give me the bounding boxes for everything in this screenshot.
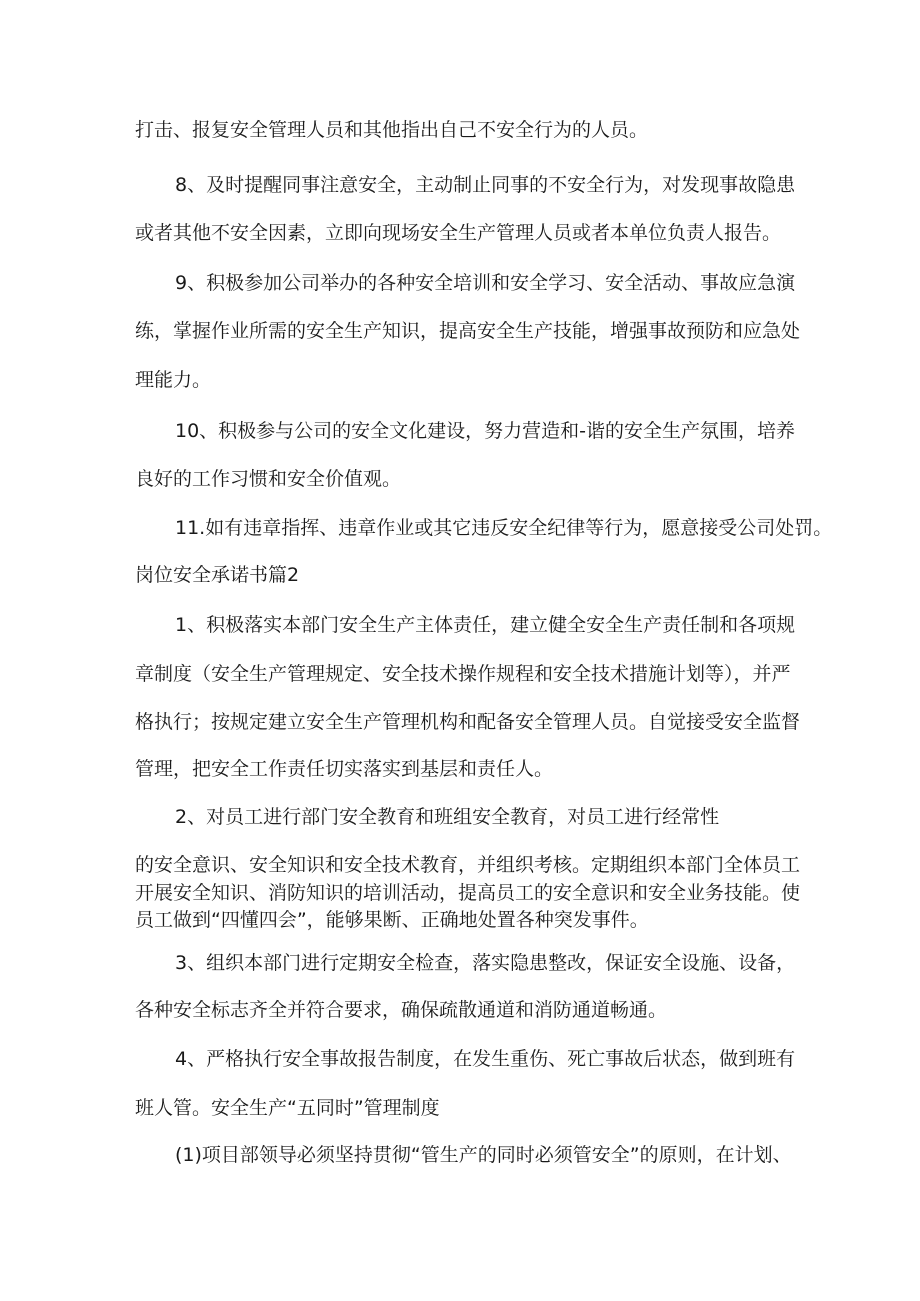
text-line: 员工做到“四懂四会”，能够果断、正确地处置各种突发事件。: [135, 909, 649, 931]
text-line: 3、组织本部门进行定期安全检查，落实隐患整改，保证安全设施、设备，: [175, 952, 796, 974]
text-line: 8、及时提醒同事注意安全，主动制止同事的不安全行为，对发现事故隐患: [175, 174, 796, 196]
text-line: (1)项目部领导必须坚持贯彻“管生产的同时必须管安全”的原则，在计划、: [175, 1144, 792, 1166]
text-line: 11.如有违章指挥、违章作业或其它违反安全纪律等行为，愿意接受公司处罚。: [175, 517, 833, 539]
text-line: 格执行；按规定建立安全生产管理机构和配备安全管理人员。自觉接受安全监督: [135, 711, 801, 733]
text-line: 良好的工作习惯和安全价值观。: [135, 468, 402, 490]
text-line: 2、对员工进行部门安全教育和班组安全教育，对员工进行经常性: [175, 806, 720, 828]
text-line: 班人管。安全生产“五同时”管理制度: [135, 1097, 440, 1119]
text-line: 各种安全标志齐全并符合要求，确保疏散通道和消防通道畅通。: [135, 999, 668, 1021]
text-line: 理能力。: [135, 369, 212, 391]
text-line: 4、严格执行安全事故报告制度，在发生重伤、死亡事故后状态，做到班有: [175, 1048, 796, 1070]
text-line: 1、积极落实本部门安全生产主体责任，建立健全安全生产责任制和各项规: [175, 614, 796, 636]
text-line: 打击、报复安全管理人员和其他指出自己不安全行为的人员。: [135, 119, 649, 141]
text-line: 章制度（安全生产管理规定、安全技术操作规程和安全技术措施计划等），并严: [135, 663, 791, 685]
text-line: 开展安全知识、消防知识的培训活动，提高员工的安全意识和安全业务技能。使: [135, 882, 801, 904]
text-line: 管理，把安全工作责任切实落实到基层和责任人。: [135, 758, 554, 780]
text-line: 10、积极参与公司的安全文化建设，努力营造和-谐的安全生产氛围，培养: [175, 420, 796, 442]
text-line: 练，掌握作业所需的安全生产知识，提高安全生产技能，增强事故预防和应急处: [135, 320, 801, 342]
text-line: 9、积极参加公司举办的各种安全培训和安全学习、安全活动、事故应急演: [175, 272, 796, 294]
section-heading: 岗位安全承诺书篇2: [135, 564, 300, 586]
text-line: 的安全意识、安全知识和安全技术教育，并组织考核。定期组织本部门全体员工: [135, 854, 801, 876]
text-line: 或者其他不安全因素，立即向现场安全生产管理人员或者本单位负责人报告。: [135, 222, 782, 244]
